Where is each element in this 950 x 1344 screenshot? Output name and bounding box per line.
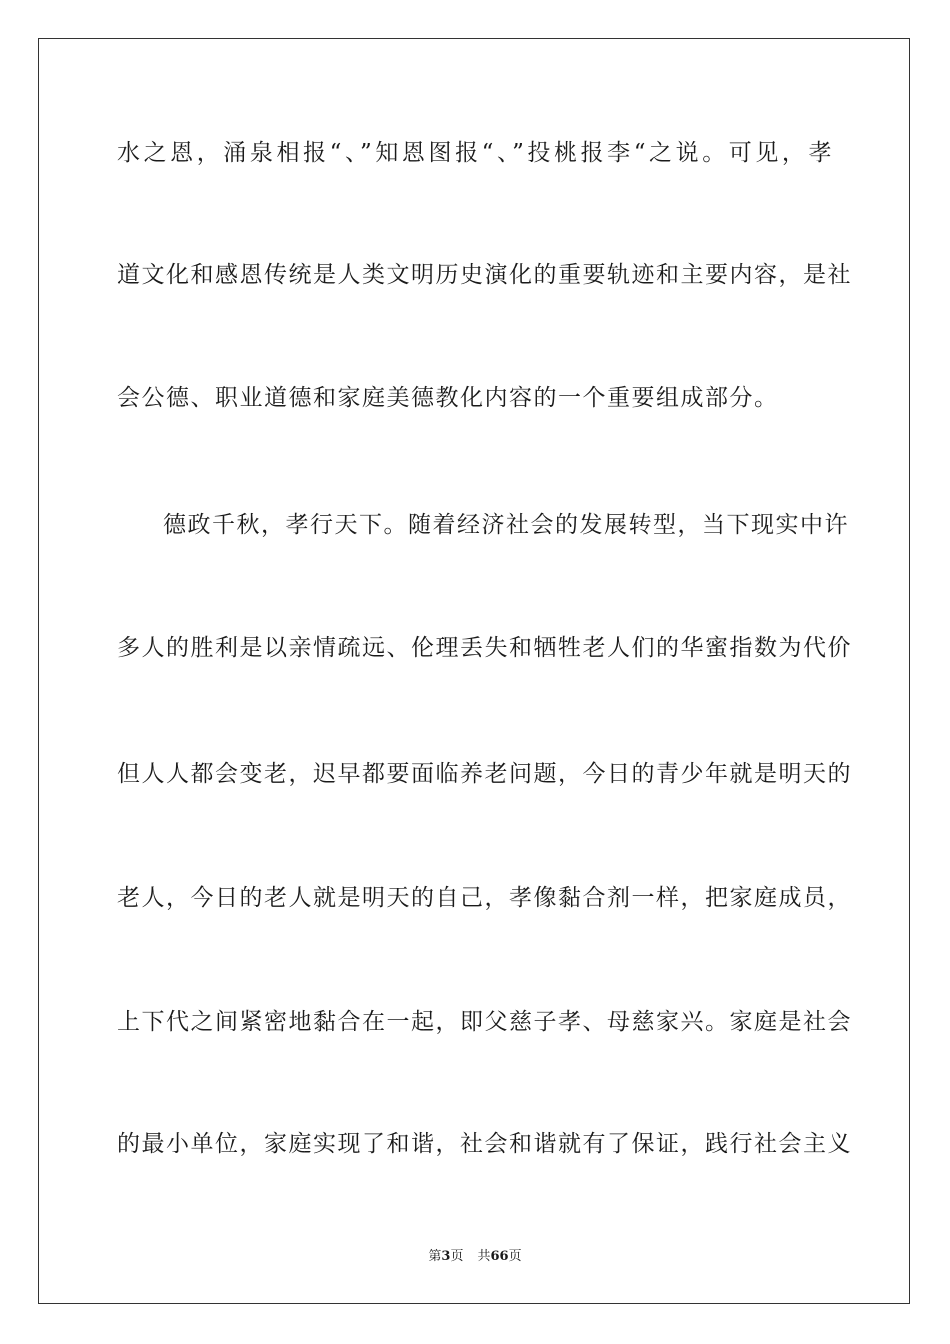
footer-page-suffix: 页 bbox=[450, 1249, 464, 1264]
text-line-5: 多人的胜利是以亲情疏远、伦理丢失和牺牲老人们的华蜜指数为代价 bbox=[117, 635, 852, 661]
page-footer bbox=[0, 1248, 950, 1266]
text-line-6: 但人人都会变老，迟早都要面临养老问题，今日的青少年就是明天的 bbox=[117, 761, 852, 787]
footer-page-prefix: 第 bbox=[428, 1249, 442, 1264]
footer-total-suffix: 页 bbox=[508, 1249, 522, 1264]
text-line-1: 水之恩，涌泉相报“、”知恩图报“、”投桃报李“之说。可见，孝 bbox=[117, 140, 833, 166]
text-line-8: 上下代之间紧密地黏合在一起，即父慈子孝、母慈家兴。家庭是社会 bbox=[117, 1009, 852, 1035]
text-line-3: 会公德、职业道德和家庭美德教化内容的一个重要组成部分。 bbox=[117, 385, 779, 411]
page-border bbox=[38, 38, 910, 1304]
paragraph-start-line: 德政千秋，孝行天下。随着经济社会的发展转型，当下现实中许 bbox=[163, 512, 849, 538]
text-line-7: 老人，今日的老人就是明天的自己，孝像黏合剂一样，把家庭成员， bbox=[117, 885, 852, 911]
text-line-2: 道文化和感恩传统是人类文明历史演化的重要轨迹和主要内容，是社 bbox=[117, 262, 852, 288]
footer-page-number: 3 bbox=[441, 1249, 451, 1264]
footer-total-pages: 66 bbox=[490, 1249, 509, 1264]
text-line-9: 的最小单位，家庭实现了和谐，社会和谐就有了保证，践行社会主义 bbox=[117, 1131, 852, 1157]
footer-total-prefix: 共 bbox=[477, 1249, 491, 1264]
